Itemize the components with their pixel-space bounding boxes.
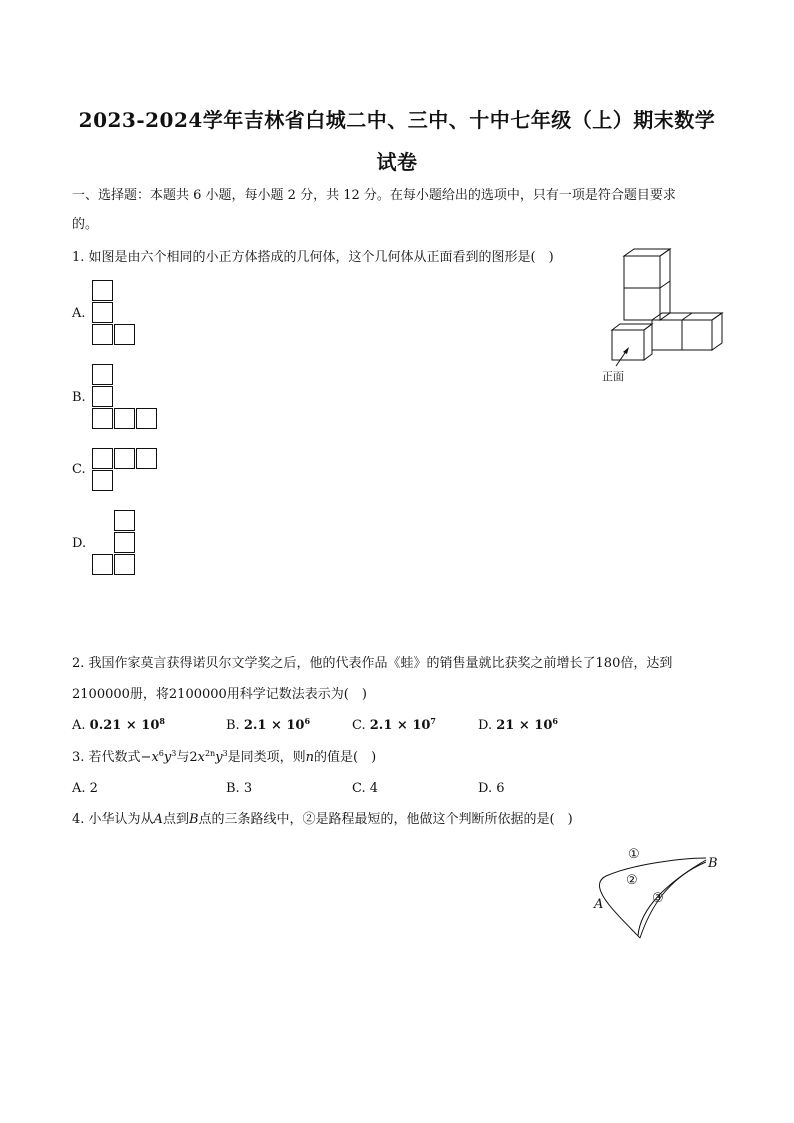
question-2-line1: 2. 我国作家莫言获得诺贝尔文学奖之后，他的代表作品《蛙》的销售量就比获奖之前增长了180倍，达到	[72, 656, 673, 671]
section-heading-line2: 的。	[72, 217, 99, 232]
question-4-route-figure	[588, 838, 728, 943]
route-2-path	[638, 860, 706, 936]
question-1-option-c-figure	[92, 448, 162, 496]
question-1-option-c-label: C.	[72, 462, 86, 477]
question-2-option-c: C. $2.1 \times 10^7$	[352, 716, 436, 733]
section-heading-line1: 一、选择题：本题共 6 小题，每小题 2 分，共 12 分。在每小题给出的选项中，只有一项是符合题目要求	[72, 188, 676, 203]
question-4-stem: 4. 小华认为从A点到B点的三条路线中，②是路程最短的，他做这个判断所依据的是( )	[72, 812, 573, 827]
route-2-label: ②	[626, 873, 638, 888]
question-2-option-d: D. $21 \times 10^6$	[478, 716, 558, 733]
question-1-option-b-label: B.	[72, 390, 86, 405]
question-1-option-a-label: A.	[72, 306, 86, 321]
question-3-stem: 3. 若代数式$-x^6y^3$与$2x^{2n}y^3$是同类项，则n的值是( )	[72, 749, 377, 765]
front-label: 正面	[602, 370, 624, 383]
question-2-option-b: B. $2.1 \times 10^6$	[226, 716, 311, 733]
cube-face	[624, 288, 660, 320]
question-1-option-d-figure	[92, 510, 142, 580]
question-1-option-d-label: D.	[72, 536, 87, 551]
question-1-option-b-figure	[92, 364, 162, 434]
question-3-option-a: A. 2	[72, 781, 98, 796]
page-title-line2: 试卷	[376, 150, 418, 174]
question-2-line2: 2100000册，将2100000用科学记数法表示为( )	[72, 687, 367, 702]
cube-face	[624, 256, 660, 288]
question-3-option-d: D. 6	[478, 781, 505, 796]
point-b-label: B	[708, 856, 718, 871]
question-1-stem: 1. 如图是由六个相同的小正方体搭成的几何体，这个几何体从正面看到的图形是( )	[72, 250, 554, 265]
route-3-path	[640, 862, 706, 938]
route-3-label: ③	[652, 891, 664, 906]
question-3-option-c: C. 4	[352, 781, 379, 796]
point-a-label: A	[594, 897, 604, 912]
question-3-option-b: B. 3	[226, 781, 253, 796]
question-1-solid-figure	[596, 248, 726, 388]
question-1-option-a-figure	[92, 280, 142, 350]
page-title-line1: 2023-2024学年吉林省白城二中、三中、十中七年级（上）期末数学	[78, 108, 716, 132]
question-2-option-a: A. $0.21 \times 10^8$	[72, 716, 165, 733]
route-1-label: ①	[628, 847, 640, 862]
